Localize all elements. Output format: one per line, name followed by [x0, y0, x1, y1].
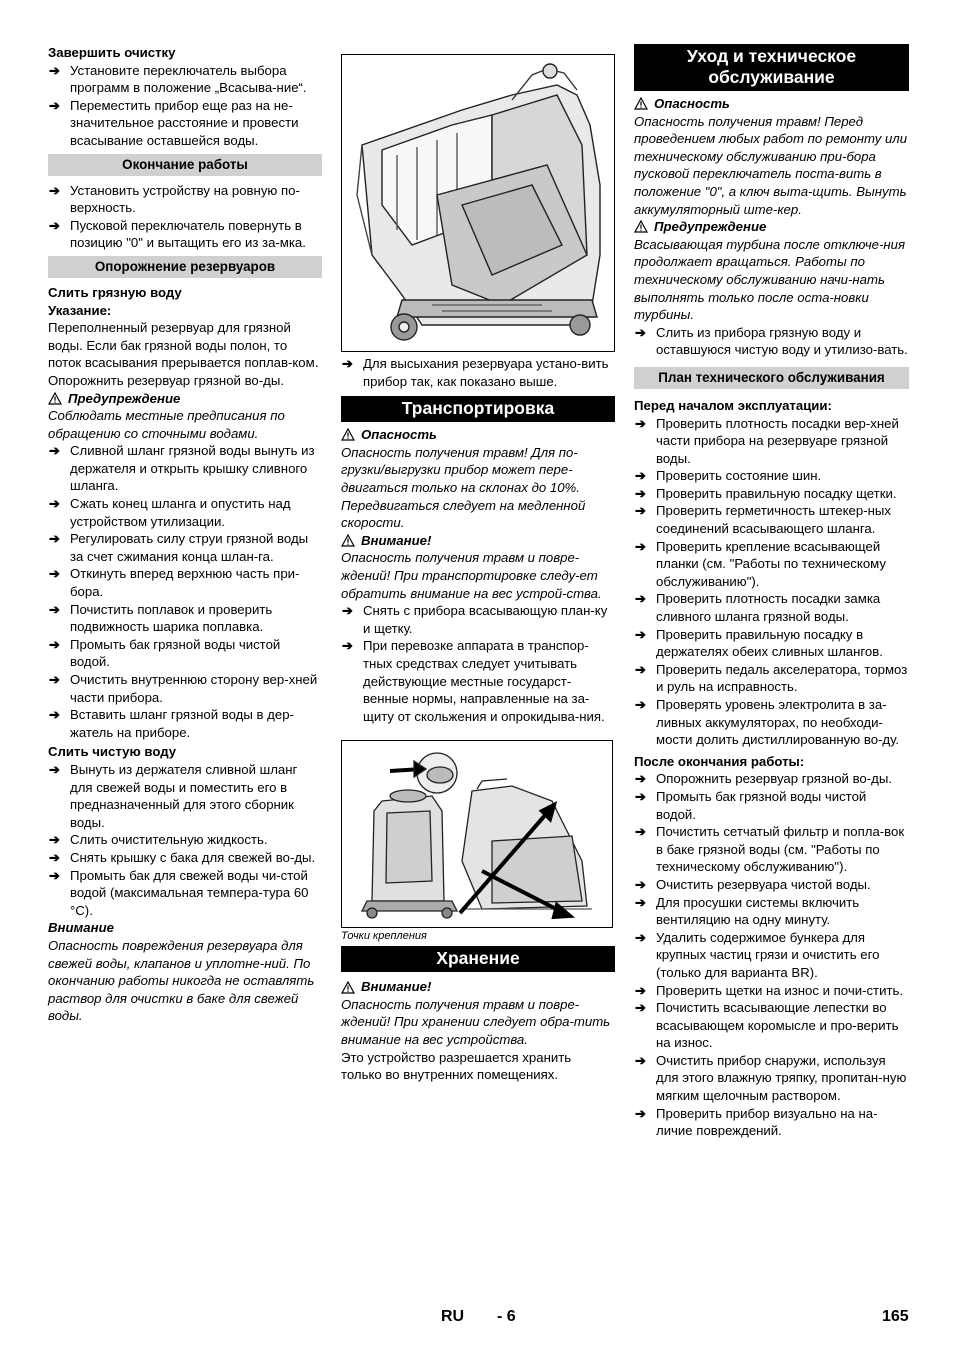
arrow-right-icon: ➔: [49, 672, 61, 687]
arrow-right-icon: ➔: [49, 566, 61, 582]
transport-list: [341, 602, 615, 725]
list-item: [48, 671, 322, 706]
arrow-right-icon: ➔: [635, 771, 647, 787]
list-item: [634, 696, 909, 749]
list-item: [634, 415, 909, 468]
after-work-title: После окончания работы:: [634, 753, 805, 769]
list-item: [634, 661, 909, 696]
arrow-right-icon: ➔: [635, 929, 647, 945]
list-item-text: При перевозке аппарата в транспор-тных средствах следует учитывать действующие местные государст-венные нормы, направленные на за-щиту от скольжения и опрокидыва-ния.: [363, 638, 605, 724]
list-item-text: Слить очистительную жидкость.: [70, 832, 268, 848]
before-operation-list: [634, 415, 909, 749]
before-operation-title: Перед началом эксплуатации:: [634, 397, 832, 413]
list-item-text: Очистить резервуара чистой воды.: [656, 876, 871, 892]
list-item-text: Снять крышку с бака для свежей во-ды.: [70, 849, 316, 865]
end-of-work-heading: Окончание работы: [48, 154, 322, 176]
arrow-right-icon: ➔: [49, 531, 61, 547]
list-item-text: Проверить педаль акселератора, тормоз и руль на исправность.: [656, 661, 908, 695]
arrow-right-icon: ➔: [635, 1105, 647, 1121]
storage-heading: Хранение: [341, 946, 615, 972]
arrow-right-icon: ➔: [635, 982, 647, 998]
danger-label: Опасность: [654, 96, 730, 111]
footer-section: - 6: [497, 1308, 516, 1325]
list-item: [48, 636, 322, 671]
list-item: [48, 831, 322, 849]
arrow-right-icon: ➔: [635, 468, 647, 484]
warning-text: Всасывающая турбина после отключе-ния продолжает вращаться. Работы по техническому обслуживанию начи-нать выполнять только после оста-новки турбины.: [634, 236, 906, 323]
column-middle: [341, 44, 615, 1084]
arrow-right-icon: ➔: [635, 1000, 647, 1016]
arrow-right-icon: ➔: [342, 638, 354, 654]
list-item-text: Проверить щетки на износ и почи-стить.: [656, 982, 904, 998]
list-item: [48, 601, 322, 636]
list-item-text: Промыть бак грязной воды чистой водой.: [656, 788, 867, 822]
arrow-right-icon: ➔: [49, 97, 61, 113]
arrow-right-icon: ➔: [49, 707, 61, 723]
tie-down-points-figure: [341, 740, 613, 928]
list-item: [634, 999, 909, 1052]
warning-label: Предупреждение: [654, 219, 767, 235]
list-item-text: Почистить сетчатый фильтр и попла-вок в баке грязной воды (см. "Работы по техническому обслуживанию").: [656, 824, 905, 875]
list-item: [634, 823, 909, 876]
list-item: [48, 706, 322, 741]
arrow-right-icon: ➔: [49, 217, 61, 233]
list-item: [634, 590, 909, 625]
danger-label: Опасность: [361, 427, 437, 443]
danger-heading: [341, 426, 615, 444]
arrow-right-icon: ➔: [635, 661, 647, 677]
arrow-right-icon: ➔: [635, 485, 647, 501]
arrow-right-icon: ➔: [635, 324, 647, 340]
note-text: Переполненный резервуар для грязной воды. Если бак грязной воды полон, то поток всасывания прерывается поплав-ком. Опорожнить резервуар грязной во-ды.: [48, 320, 319, 388]
arrow-right-icon: ➔: [635, 1052, 647, 1068]
arrow-right-icon: ➔: [49, 636, 61, 652]
after-work-list: [634, 770, 909, 1139]
list-item-text: Проверять уровень электролита в за-ливных аккумуляторах, по необходи-мости долить дистиллированную во-ду.: [656, 697, 900, 748]
arrow-right-icon: ➔: [635, 503, 647, 519]
arrow-right-icon: ➔: [49, 496, 61, 512]
storage-text: Это устройство разрешается хранить только во внутренних помещениях.: [341, 1049, 572, 1083]
list-item: [341, 602, 615, 637]
list-item: [634, 324, 909, 359]
list-item: [48, 565, 322, 600]
list-item: [634, 1052, 909, 1105]
machine-tilted-illustration: [342, 55, 614, 351]
attention-label: Внимание!: [361, 532, 432, 548]
list-item-text: Проверить состояние шин.: [656, 468, 822, 484]
machine-tilted-figure: [341, 54, 615, 352]
list-item-text: Установите переключатель выбора программ в положение „Всасыва-ние“.: [70, 62, 307, 96]
list-item: [634, 876, 909, 894]
finish-cleaning-list: [48, 62, 322, 150]
list-item-text: Очистить внутреннюю сторону вер-хней части прибора.: [70, 672, 318, 705]
danger-heading: [634, 95, 909, 113]
list-item-text: Установить устройству на ровную по-верхность.: [70, 182, 300, 216]
warning-triangle-icon: [341, 534, 355, 547]
drain-dirty-water-title: Слить грязную воду: [48, 284, 182, 300]
danger-text: Опасность получения травм! Для по-грузки/выгрузки прибор может пере-двигаться только на склонах до 10%. Передвигаться следует на медленной скорости.: [341, 444, 586, 531]
arrow-right-icon: ➔: [635, 697, 647, 712]
list-item-text: Очистить прибор снаружи, используя для этого влажную тряпку, пропитан-ную мягким щелочным раствором.: [656, 1052, 907, 1104]
list-item-text: Проверить плотность посадки замка сливного шланга грязной воды.: [656, 591, 881, 625]
list-item: [634, 538, 909, 591]
arrow-right-icon: ➔: [49, 761, 61, 777]
list-item-text: Опорожнить резервуар грязной во-ды.: [656, 771, 892, 787]
warning-label: Предупреждение: [68, 390, 181, 406]
dry-tank-text: Для высыхания резервуара устано-вить прибор так, как показано выше.: [363, 356, 609, 389]
list-item: [634, 982, 909, 1000]
transport-heading: Транспортировка: [341, 396, 615, 422]
arrow-right-icon: ➔: [635, 626, 647, 642]
footer-page-number: 165: [882, 1308, 909, 1325]
arrow-right-icon: ➔: [49, 867, 61, 883]
warning-triangle-icon: [634, 220, 648, 233]
list-item: [634, 894, 909, 929]
empty-tanks-heading: Опорожнение резервуаров: [48, 256, 322, 278]
list-item: [48, 867, 322, 920]
storage-attention-text: Опасность получения травм и повре-ждений! При хранении следует обра-тить внимание на вес устройства.: [341, 996, 611, 1048]
list-item-text: Проверить правильную посадку в держателях обеих сливных шлангов.: [656, 626, 883, 660]
list-item-text: Регулировать силу струи грязной воды за счет сжимания конца шлан-га.: [70, 531, 309, 564]
list-item: [634, 929, 909, 982]
attention-text: Опасность повреждения резервуара для свежей воды, клапанов и уплотне-ний. По окончанию работы никогда не оставлять раствор для очистки в баке для свежей воды.: [48, 937, 315, 1024]
list-item: [634, 467, 909, 485]
arrow-right-icon: ➔: [635, 538, 647, 554]
list-item: [48, 217, 322, 252]
attention-text: Опасность получения травм и повре-ждений! При транспортировке следу-ет обратить внимание на вес устрой-ства.: [341, 550, 602, 601]
finish-cleaning-title: Завершить очистку: [48, 45, 176, 60]
danger-text: Опасность получения травм! Перед проведением любых работ по ремонту или техническому обслуживанию при-бора пусковой переключатель поста-вить в положение "0", а ключ выта-щить. Вынуть аккумуляторный ште-кер.: [634, 113, 908, 217]
arrow-right-icon: ➔: [49, 832, 61, 848]
arrow-right-icon: ➔: [49, 849, 61, 865]
note-label: Указание:: [48, 302, 112, 318]
end-of-work-list: [48, 182, 322, 252]
list-item-text: Снять с прибора всасывающую план-ку и щетку.: [363, 603, 608, 636]
storage-attention-label: Внимание!: [361, 979, 432, 995]
list-item-text: Проверить прибор визуально на на-личие повреждений.: [656, 1105, 878, 1139]
arrow-right-icon: ➔: [49, 443, 61, 459]
list-item-text: Удалить содержимое бункера для крупных частиц грязи и очистить его (только для варианта BR).: [656, 929, 880, 980]
list-item: [634, 502, 909, 537]
drain-text: Слить из прибора грязную воду и оставшуюся чистую воду и утилизо-вать.: [656, 324, 908, 358]
list-item-text: Почистить поплавок и проверить подвижность шарика поплавка.: [70, 601, 273, 635]
footer-language: RU: [441, 1308, 465, 1325]
list-item-text: Переместить прибор еще раз на не-значительное расстояние и провести всасывание оставшейся воды.: [70, 97, 299, 148]
list-item: [341, 355, 615, 390]
arrow-right-icon: ➔: [49, 62, 61, 78]
arrow-right-icon: ➔: [342, 603, 354, 619]
list-item-text: Для просушки системы включить вентиляцию на одну минуту.: [656, 894, 860, 928]
list-item: [48, 97, 322, 150]
warning-triangle-icon: [48, 392, 62, 405]
attention-heading: [341, 532, 615, 550]
drain-clean-list: [48, 761, 322, 919]
arrow-right-icon: ➔: [635, 894, 647, 910]
arrow-right-icon: ➔: [635, 876, 647, 892]
list-item-text: Сливной шланг грязной воды вынуть из держателя и открыть крышку сливного шланга.: [70, 443, 315, 494]
list-item: [48, 62, 322, 97]
list-item-text: Проверить герметичность штекер-ных соединений всасывающего шланга.: [656, 503, 891, 537]
list-item-text: Проверить правильную посадку щетки.: [656, 485, 897, 501]
column-right: [634, 44, 909, 1140]
list-item: [48, 849, 322, 867]
warning-triangle-icon: [341, 428, 355, 441]
warning-heading: [48, 390, 322, 408]
list-item: [634, 770, 909, 788]
list-item: [48, 495, 322, 530]
list-item-text: Промыть бак для свежей воды чи-стой водой (максимальная темпера-тура 60 °C).: [70, 867, 309, 918]
attention-label: Внимание: [48, 920, 114, 936]
column-left: [48, 44, 322, 1025]
list-item: [48, 182, 322, 217]
list-item-text: Вставить шланг грязной воды в дер-жатель на приборе.: [70, 707, 294, 740]
list-item-text: Проверить плотность посадки вер-хней части прибора на резервуаре грязной воды.: [656, 415, 899, 466]
warning-triangle-icon: [634, 97, 648, 110]
drain-list: [634, 324, 909, 359]
list-item: [634, 1105, 909, 1140]
list-item-text: Промыть бак грязной воды чистой водой.: [70, 636, 281, 670]
list-item-text: Пусковой переключатель повернуть в позицию "0" и вытащить его из за-мка.: [70, 217, 306, 251]
warning-triangle-icon: [341, 981, 355, 994]
list-item-text: Сжать конец шланга и опустить над устройством утилизации.: [70, 496, 291, 529]
arrow-right-icon: ➔: [635, 415, 647, 431]
arrow-right-icon: ➔: [49, 182, 61, 198]
list-item: [634, 626, 909, 661]
arrow-right-icon: ➔: [342, 356, 354, 371]
drain-dirty-list: [48, 442, 322, 741]
list-item: [341, 637, 615, 725]
list-item-text: Проверить крепление всасывающей планки (см. "Работы по техническому обслуживанию").: [656, 538, 886, 589]
figure-caption: Точки крепления: [341, 930, 427, 943]
list-item-text: Вынуть из держателя сливной шланг для свежей воды и поместить его в предназначенный для этого сборник воды.: [70, 761, 298, 830]
maintenance-plan-heading: План технического обслуживания: [634, 367, 909, 389]
list-item: [634, 485, 909, 503]
warning-heading: [634, 218, 909, 236]
arrow-right-icon: ➔: [635, 824, 647, 840]
list-item: [48, 442, 322, 495]
list-item-text: Почистить всасывающие лепестки во всасывающем коромысле и про-верить на износ.: [656, 1000, 899, 1051]
list-item: [48, 761, 322, 831]
storage-attention-heading: [341, 978, 615, 996]
arrow-right-icon: ➔: [635, 591, 647, 607]
drain-clean-water-title: Слить чистую воду: [48, 744, 177, 760]
list-item-text: Откинуть вперед верхнюю часть при-бора.: [70, 566, 300, 600]
dry-tank-list: [341, 355, 615, 390]
list-item: [48, 530, 322, 565]
arrow-right-icon: ➔: [635, 788, 647, 804]
care-maintenance-heading: Уход и техническое обслуживание: [634, 44, 909, 91]
tie-down-illustration: [342, 741, 612, 927]
warning-text: Соблюдать местные предписания по обращению со сточными водами.: [48, 408, 285, 441]
list-item: [634, 788, 909, 823]
arrow-right-icon: ➔: [49, 601, 61, 617]
